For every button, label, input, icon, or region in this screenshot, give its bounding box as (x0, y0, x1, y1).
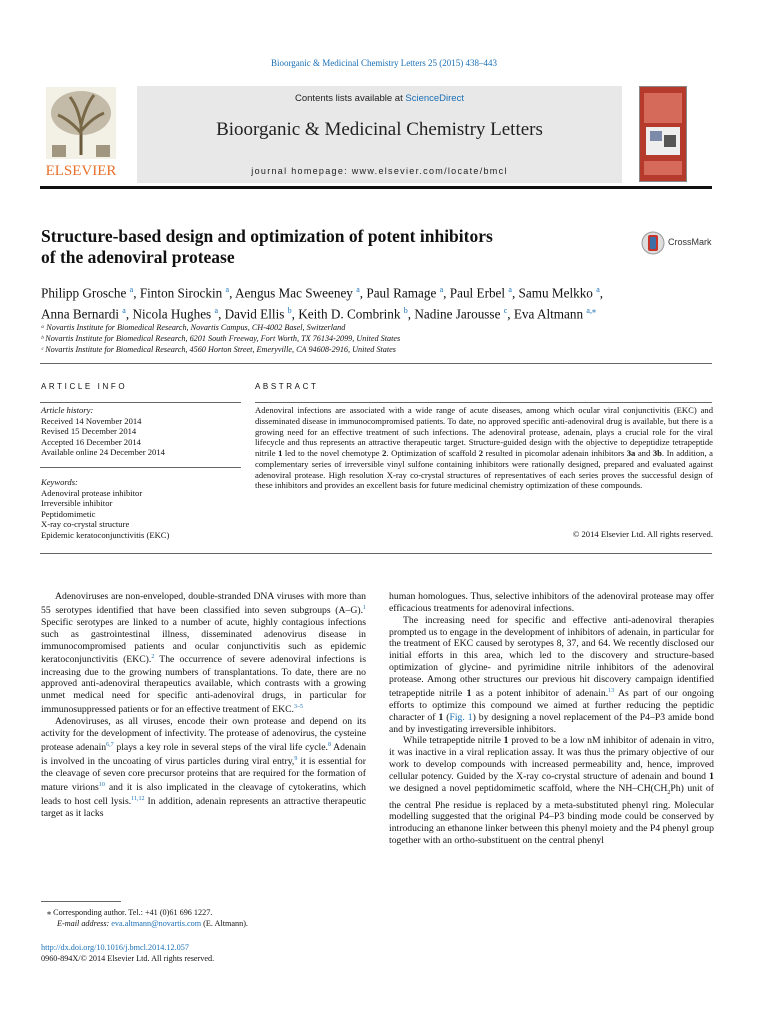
abstract-copyright: © 2014 Elsevier Ltd. All rights reserved. (572, 529, 713, 539)
history-item: Accepted 16 December 2014 (41, 436, 141, 447)
crossmark-badge[interactable] (641, 229, 713, 257)
crossmark-label: CrossMark (668, 237, 712, 247)
email-label: E-mail address: (57, 919, 112, 928)
journal-title: Bioorganic & Medicinal Chemistry Letters (216, 119, 543, 140)
header-rule (40, 186, 712, 189)
contents-line (137, 93, 622, 104)
doi-block (41, 942, 214, 964)
contents-prefix: Contents lists available at (295, 93, 406, 104)
publisher-name: ELSEVIER (45, 163, 117, 179)
article-history (41, 405, 165, 458)
keyword-item: Epidemic keratoconjunctivitis (EKC) (41, 529, 170, 540)
journal-homepage[interactable]: journal homepage: www.elsevier.com/locate/bmcl (251, 166, 508, 176)
history-item: Revised 15 December 2014 (41, 426, 137, 437)
affiliation-b: ᵇ Novartis Institute for Biomedical Research, 6201 South Freeway, Fort Worth, TX 76134-2099, United States (41, 334, 401, 343)
keyword-item: Irreversible inhibitor (41, 498, 113, 509)
divider (40, 363, 712, 364)
journal-banner (137, 86, 622, 183)
affiliation-c: ᶜ Novartis Institute for Biomedical Research, 4560 Horton Street, Emeryville, CA 94608-2916, United States (41, 345, 396, 354)
title-line-2: of the adenoviral protease (41, 247, 235, 267)
article-info-heading: ARTICLE INFO (41, 382, 128, 391)
elsevier-logo (40, 85, 122, 180)
sciencedirect-link[interactable]: ScienceDirect (405, 93, 464, 104)
corresponding-author: ⁎ Corresponding author. Tel.: +41 (0)61 696 1227. (47, 908, 213, 917)
body-column-left: Adenoviruses are non-enveloped, double-stranded DNA viruses with more than 55 serotypes identified that have been classified into seven subgroups (A–G).$^1$ Specific serotypes are linked to a number of acute, highly contagious infections such as gastrointestinal illness, disseminated adenovirus disease in immunocompromised patients and ocular conjunctivitis such as epidemic keratoconjunctivitis (EKC).$^2$ The occurrence of severe adenoviral infections is increasing due to the growing numbers of transplantations. To date, there are no approved anti-adenoviral therapeutics available, which contrasts with a growing unmet medical need for specific anti-adenoviral drugs, in particular for immunosuppressed patients or for an effective treatment of EKC.$^{3-5}$ Adenoviruses, as all viruses, encode their own protease and depend on its activity for the development of infectivity. The protease of adenovirus, the cysteine protease adenain$^{6,7}$ plays a key role in several steps of the viral life cycle.$^8$ Adenain is involved in the uncoating of virus particles during viral entry,$^9$ it is essential for the cleavage of seven core precursor proteins that are required for the formation of mature virions$^{10}$ and it is also implicated in the cleavage of cytokeratins, which leads to host cell lysis.$^{11,12}$ In addition, adenain represents an attractive therapeutic target as it lacks (41, 591, 367, 819)
divider (40, 402, 241, 403)
keyword-item: Adenoviral protease inhibitor (41, 487, 143, 498)
journal-cover-image (639, 86, 687, 182)
crossmark-icon (641, 229, 665, 257)
email-link[interactable]: eva.altmann@novartis.com (111, 919, 202, 928)
divider (40, 553, 712, 554)
author-list: Philipp Grosche $^a$, Finton Sirockin $^a$, Aengus Mac Sweeney $^a$, Paul Ramage $^a$, Paul Erbel $^a$, Samu Melkko $^a$, Anna Bernardi $^a$, Nicola Hughes $^a$, David Ellis $^b$, Keith D. Combrink $^b$, Nadine Jarousse $^c$, Eva Altmann $^{a,⁎}$ (41, 285, 604, 322)
doi-link[interactable]: http://dx.doi.org/10.1016/j.bmcl.2014.12.057 (41, 943, 189, 952)
affiliations (41, 322, 400, 355)
abstract-text: Adenoviral infections are associated with a wide range of acute diseases, among which ocular viral conjunctivitis (EKC) and disseminated disease in immunocompromised patients. To date, no approved specific anti-adenoviral drug is available, but there is a growing need for an effective treatment of such infections. The adenoviral protease, adenain, plays a crucial role for the viral lifecycle and thus represents an attractive therapeutic target. Structure-guided design with the objective to depeptidize tetrapeptide nitrile 1 led to the novel chemotype 2. Optimization of scaffold 2 resulted in picomolar adenain inhibitors 3a and 3b. In addition, a complementary series of irreversible vinyl sulfone containing inhibitors were rationally designed, prepared and evaluated against adenoviral protease. High resolution X-ray co-crystal structures of representatives of each series proves the successful design of these inhibitors and provides an excellent basis for future medicinal chemistry optimization of these compounds. (255, 405, 713, 491)
title-line-1: Structure-based design and optimization of potent inhibitors (41, 226, 493, 246)
body-column-right: human homologues. Thus, selective inhibitors of the adenoviral protease may offer efficacious treatments for adenoviral infections. The increasing need for specific and effective anti-adenoviral therapies prompted us to engage in the development of inhibitors of adenain, in particular for the treatment of EKC caused by serotypes 8, 37, and 64. We recently disclosed our initial efforts in this area, which led to the discovery and structure-based optimization of glycine- and pyrimidine nitrile inhibitors of the adenoviral protease. Among other structures our previous hit discovery campaign identified tetrapeptide nitrile 1 as a potent inhibitor of adenain.$^{13}$ As part of our ongoing efforts to optimize this compound we aimed at further reducing the peptidic character of 1 (Fig. 1) by designing a novel replacement of the P4–P3 amide bond and by investigating irreversible inhibitors. While tetrapeptide nitrile 1 proved to be a low nM inhibitor of adenain in vitro, it was inactive in a viral replication assay. It was thus the primary objective of our work to develop compounds with increased permeability and, hence, improved cellular potency. Guided by the X-ray co-crystal structure of adenain and bound 1 we designed a novel peptidomimetic scaffold, where the $NH-CH(CH_2Ph)$ unit of the central Phe residue is replaced by a meta-substituted phenyl ring. Molecular modelling suggested that the original P4–P3 binding mode could be conserved by introducing an ethanone linker between this phenyl moiety and the P4 phenyl group together with an ortho-substituent on the central phenyl (389, 591, 715, 847)
article-title (41, 226, 601, 268)
affiliation-a: ᵃ Novartis Institute for Biomedical Research, Novartis Campus, CH-4002 Basel, Switzerland (41, 323, 346, 332)
footnote (41, 907, 248, 929)
abstract-heading: ABSTRACT (255, 382, 319, 391)
email-suffix: (E. Altmann). (201, 919, 248, 928)
keywords (41, 477, 169, 541)
keyword-item: Peptidomimetic (41, 508, 96, 519)
issn-line: 0960-894X/© 2014 Elsevier Ltd. All rights reserved. (41, 954, 215, 963)
keyword-item: X-ray co-crystal structure (41, 519, 130, 530)
history-label: Article history: (41, 405, 94, 415)
history-item: Received 14 November 2014 (41, 415, 142, 426)
history-item: Available online 24 December 2014 (41, 447, 165, 458)
journal-citation[interactable]: Bioorganic & Medicinal Chemistry Letters 25 (2015) 438–443 (270, 58, 498, 68)
keywords-label: Keywords: (41, 477, 78, 487)
divider (40, 467, 241, 468)
footnote-rule (41, 901, 121, 902)
divider (255, 402, 712, 403)
